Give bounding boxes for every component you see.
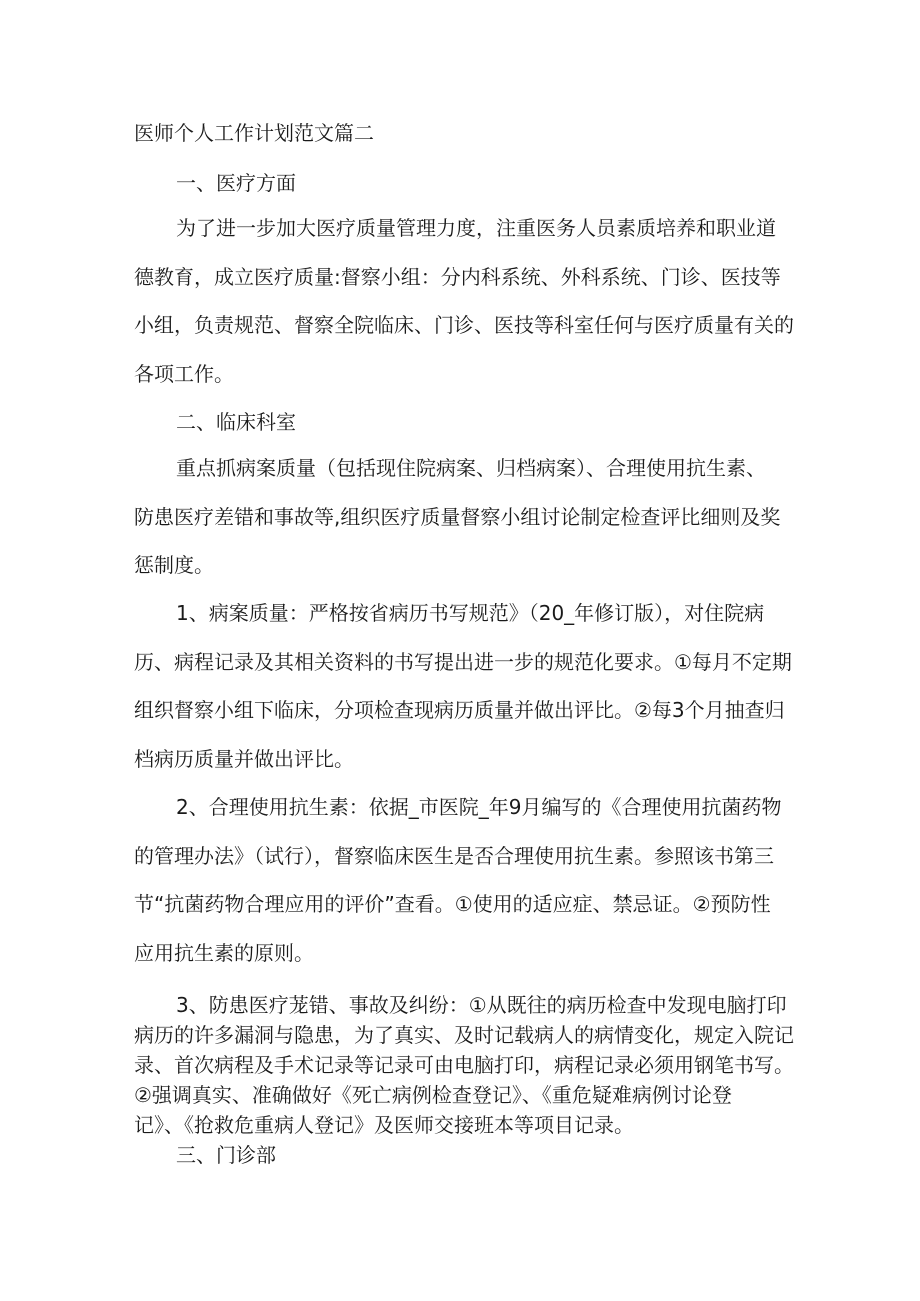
text-line: 的管理办法》（试行），督察临床医生是否合理使用抗生素。参照该书第三 — [134, 843, 774, 868]
text-line: 2、合理使用抗生素：依据_市医院_年9月编写的《合理使用抗菌药物 — [176, 795, 782, 819]
text-line: 3、防患医疗茏错、事故及纠纷：①从既往的病历检查中发现电脑打印 — [176, 993, 787, 1017]
paragraph-case-quality — [134, 589, 794, 783]
text-line: 防患医疗差错和事故等,组织医疗质量督察小组讨论制定检查评比细则及奖 — [134, 504, 781, 529]
text-line: 德教育，成立医疗质量:督察小组：分内科系统、外科系统、门诊、医技等 — [134, 264, 781, 289]
text-line: 应用抗生素的原则。 — [134, 940, 314, 965]
text-line: 档病历质量并做出评比。 — [134, 746, 354, 771]
text-line: 小组，负责规范、督察全院临床、门诊、医技等科室任何与医疗质量有关的 — [134, 313, 794, 337]
text-line: 1、病案质量：严格按省病历书写规范》（20_年修订版），对住院病 — [176, 601, 765, 625]
text-line: 各项工作。 — [134, 361, 234, 386]
text-line: 病历的许多漏洞与隐患，为了真实、及时记载病人的病情变化，规定入院记 — [134, 1023, 794, 1047]
paragraph-clinical-intro — [134, 444, 794, 590]
text-line: 录、首次病程及手术记录等记录可由电脑打印，病程记录必须用钢笔书写。 — [134, 1053, 794, 1077]
section-heading-outpatient: 三、门诊部 — [176, 1143, 276, 1167]
paragraph-error-prevention — [134, 990, 794, 1140]
paragraph-antibiotics — [134, 783, 794, 977]
document-title: 医师个人工作计划范文篇二 — [134, 121, 374, 145]
text-line: 组织督察小组下临床，分项检查现病历质量并做出评比。②每3个月抽查归 — [134, 698, 785, 722]
text-line: 历、病程记录及其相关资料的书写提出进一步的规范化要求。①每月不定期 — [134, 649, 792, 674]
paragraph-medical-intro — [134, 204, 794, 398]
text-line: 惩制度。 — [134, 553, 214, 577]
section-heading-medical: 一、医疗方面 — [176, 171, 296, 195]
section-heading-clinical: 二、临床科室 — [176, 410, 296, 434]
text-line: 重点抓病案质量（包括现住院病案、归档病案）、合理使用抗生素、 — [176, 456, 766, 480]
text-line: 节“抗菌药物合理应用的评价”查看。①使用的适应症、禁忌证。②预防性 — [134, 892, 771, 916]
text-line: 记》、《抢救危重病人登记》及医师交接班本等项目记录。 — [134, 1113, 634, 1137]
text-line: ②强调真实、准确做好《死亡病例检查登记》、《重危疑难病例讨论登 — [134, 1083, 732, 1107]
text-line: 为了进一步加大医疗质量管理力度，注重医务人员素质培养和职业道 — [176, 216, 776, 240]
